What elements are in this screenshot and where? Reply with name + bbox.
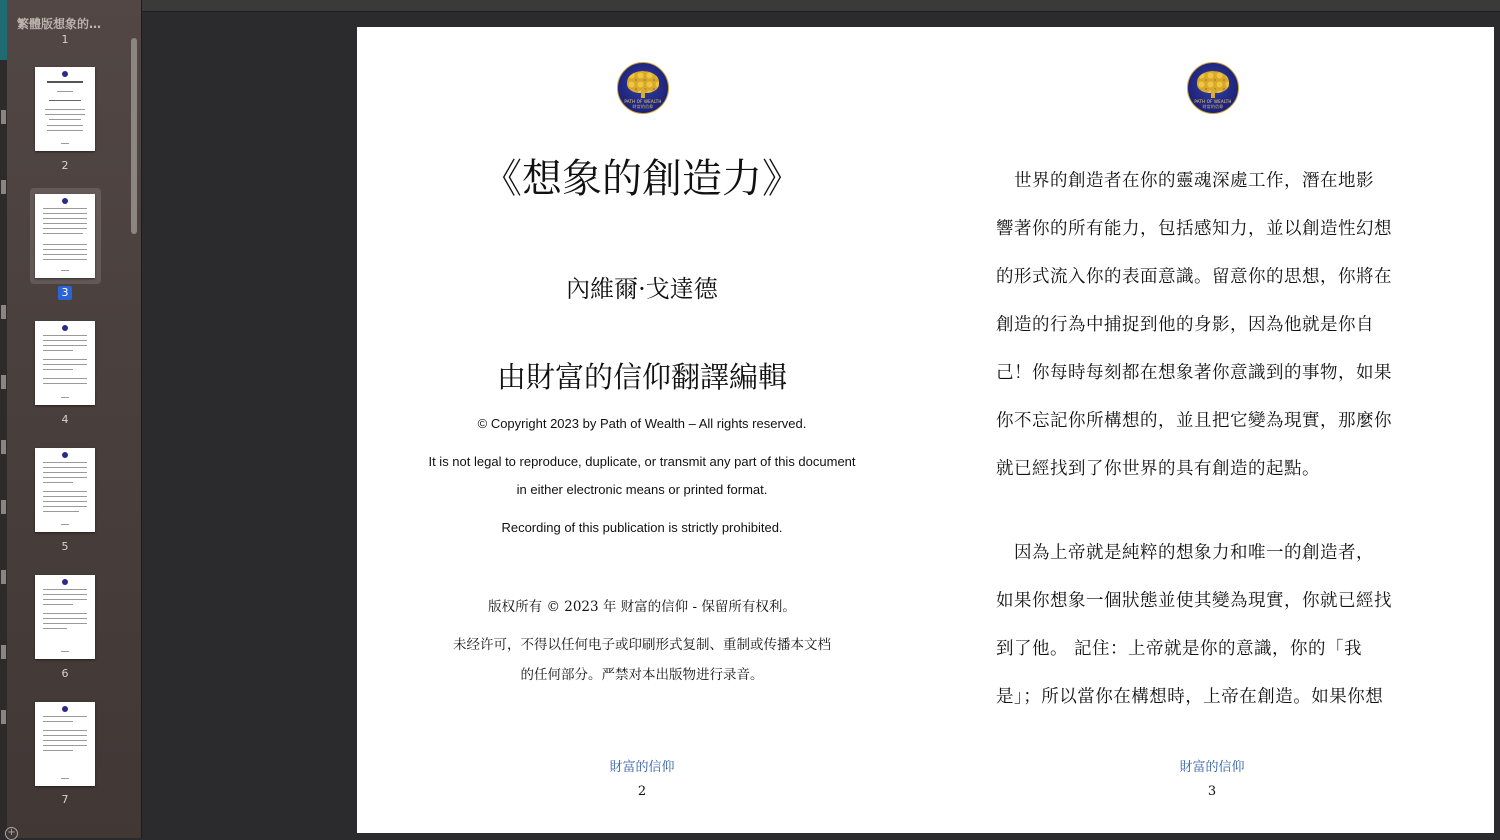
logo-text-cn: 財富的信仰 bbox=[1202, 104, 1224, 109]
thumbnail-page-number-selected: 3 bbox=[58, 286, 72, 300]
document-spread bbox=[357, 27, 1494, 833]
body-text-line: 就已經找到了你世界的具有創造的起點。 bbox=[996, 459, 1320, 479]
path-of-wealth-logo bbox=[617, 62, 669, 114]
logo-text-en: PATH OF WEALTH bbox=[624, 99, 662, 104]
body-text-line: 是」；所以當你在構想時，上帝在創造。如果你想 bbox=[996, 687, 1384, 707]
adjacent-window-strip bbox=[0, 0, 7, 838]
legal-notice-line-1: It is not legal to reproduce, duplicate, or transmit any part of this document bbox=[428, 454, 856, 469]
page-thumbnail-5[interactable] bbox=[35, 448, 95, 532]
body-text-line: 創造的行為中捕捉到他的身影，因為他就是你自 bbox=[996, 315, 1374, 335]
logo-text-en: PATH OF WEALTH bbox=[1194, 99, 1232, 104]
notice-cn-line-2: 的任何部分。严禁对本出版物进行录音。 bbox=[520, 667, 764, 683]
path-of-wealth-logo bbox=[1187, 62, 1239, 114]
copyright-cn: 版权所有 © 2023 年 财富的信仰 - 保留所有权利。 bbox=[488, 599, 796, 615]
page-number: 3 bbox=[1207, 784, 1217, 799]
body-text-line: 世界的創造者在你的靈魂深處工作，潛在地影 bbox=[996, 171, 1374, 191]
legal-notice-line-2: in either electronic means or printed format. bbox=[516, 482, 768, 497]
page-footer: 財富的信仰 bbox=[1179, 760, 1245, 775]
body-text-line: 你不忘記你所構想的，並且把它變為現實，那麼你 bbox=[996, 411, 1392, 431]
thumbnail-page-number: 4 bbox=[61, 413, 69, 426]
notice-cn-line-1: 未经许可，不得以任何电子或印刷形式复制、重制或传播本文档 bbox=[453, 637, 831, 653]
thumbnail-page-number: 2 bbox=[61, 159, 69, 172]
document-title: 繁體版想象的… bbox=[17, 17, 102, 31]
logo-icon bbox=[62, 452, 68, 458]
recording-notice: Recording of this publication is strictly prohibited. bbox=[501, 520, 783, 535]
book-title: 《想象的創造力》 bbox=[482, 156, 802, 202]
page-thumbnail-2[interactable] bbox=[35, 67, 95, 151]
body-text-line: 己！你每時每刻都在想象著你意識到的事物，如果 bbox=[996, 363, 1392, 383]
logo-text-cn: 財富的信仰 bbox=[632, 104, 654, 109]
sidebar-scrollbar[interactable] bbox=[131, 38, 137, 234]
page-thumbnail-7[interactable] bbox=[35, 702, 95, 786]
author-name: 內維爾·戈達德 bbox=[566, 275, 718, 303]
toolbar bbox=[142, 0, 1500, 12]
body-text-line: 如果你想象一個狀態並使其變為現實，你就已經找 bbox=[996, 591, 1392, 611]
page-thumbnail-4[interactable] bbox=[35, 321, 95, 405]
copyright-en: © Copyright 2023 by Path of Wealth – All rights reserved. bbox=[477, 416, 807, 431]
body-text-line: 到了他。 記住：上帝就是你的意識，你的「我 bbox=[996, 639, 1363, 659]
logo-icon bbox=[62, 198, 68, 204]
logo-icon bbox=[62, 325, 68, 331]
page-footer: 財富的信仰 bbox=[609, 760, 675, 775]
logo-icon bbox=[62, 71, 68, 77]
translator-line: 由財富的信仰翻譯編輯 bbox=[496, 360, 787, 394]
thumbnail-page-number: 7 bbox=[61, 793, 69, 806]
thumbnail-page-number: 1 bbox=[61, 33, 69, 46]
logo-icon bbox=[62, 579, 68, 585]
page-thumbnail-3[interactable] bbox=[35, 194, 95, 278]
page-number: 2 bbox=[637, 784, 647, 799]
logo-icon bbox=[62, 706, 68, 712]
add-icon[interactable]: + bbox=[5, 827, 18, 840]
body-text-line: 響著你的所有能力，包括感知力，並以創造性幻想 bbox=[996, 219, 1392, 239]
thumbnail-page-number: 5 bbox=[61, 540, 69, 553]
body-text-line: 的形式流入你的表面意識。留意你的思想，你將在 bbox=[996, 267, 1392, 287]
thumbnail-page-number: 6 bbox=[61, 667, 69, 680]
page-thumbnail-6[interactable] bbox=[35, 575, 95, 659]
thumbnail-sidebar bbox=[7, 0, 142, 838]
body-text-line: 因為上帝就是純粹的想象力和唯一的創造者， bbox=[996, 543, 1374, 563]
